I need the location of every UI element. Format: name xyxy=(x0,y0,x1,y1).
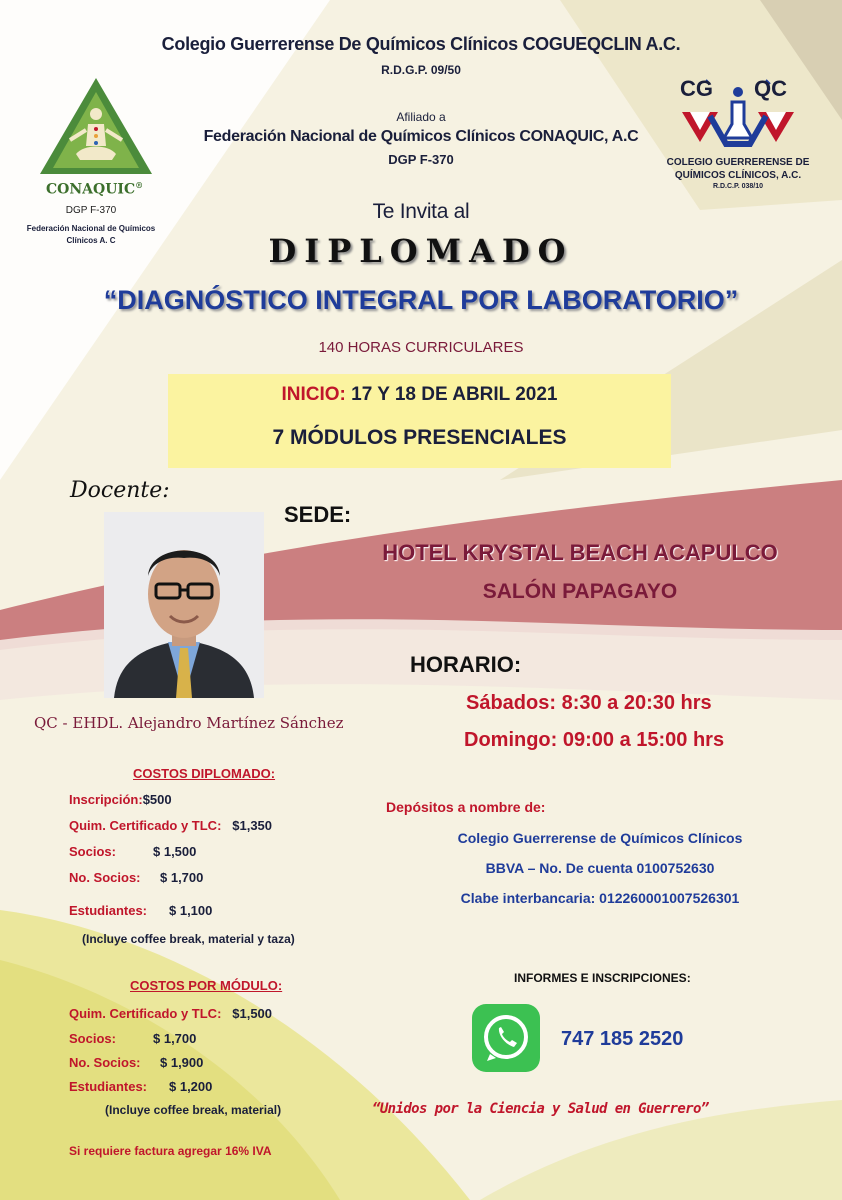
venue-heading: SEDE: xyxy=(284,502,352,527)
conaquic-logo xyxy=(36,74,156,180)
conaquic-emblem-icon xyxy=(36,74,156,180)
diploma-title: DIPLOMADO xyxy=(268,232,574,270)
affiliated-label: Afiliado a xyxy=(396,110,446,124)
slogan: “Unidos por la Ciencia y Salud en Guerrero” xyxy=(372,1101,709,1117)
deposit-clabe: Clabe interbancaria: 012260001007526301 xyxy=(460,890,740,906)
cgqc-mark-right: QC xyxy=(754,76,787,101)
cost-module-certified: Quim. Certificado y TLC: $1,500 xyxy=(69,1006,273,1021)
deposit-name: Colegio Guerrerense de Químicos Clínicos xyxy=(457,830,743,846)
teacher-heading: Docente: xyxy=(70,478,170,503)
costs-diploma-heading: COSTOS DIPLOMADO: xyxy=(133,766,276,781)
cost-module-members: Socios: $ 1,700 xyxy=(69,1031,197,1046)
curricular-hours: 140 HORAS CURRICULARES xyxy=(318,339,524,356)
cgqc-caption-2: QUÍMICOS CLÍNICOS, A.C. xyxy=(674,170,802,181)
cost-diploma-students: Estudiantes: $ 1,100 xyxy=(69,903,213,918)
teacher-portrait-icon xyxy=(104,512,264,698)
teacher-photo xyxy=(104,512,264,698)
venue-hotel: HOTEL KRYSTAL BEACH ACAPULCO xyxy=(382,540,778,565)
costs-module-heading: COSTOS POR MÓDULO: xyxy=(130,978,283,993)
deposit-bank: BBVA – No. De cuenta 0100752630 xyxy=(485,860,715,876)
conaquic-caption-2: Clínicos A. C xyxy=(66,236,116,245)
cgqc-mark-left: CG xyxy=(680,76,713,101)
cgqc-caption-1: COLEGIO GUERRERENSE DE xyxy=(666,157,810,168)
cost-diploma-certified: Quim. Certificado y TLC: $1,350 xyxy=(69,818,273,833)
modules-count: 7 MÓDULOS PRESENCIALES xyxy=(272,426,567,449)
start-date-line xyxy=(168,384,671,406)
cost-module-students: Estudiantes: $ 1,200 xyxy=(69,1079,213,1094)
costs-diploma-note: (Incluye coffee break, material y taza) xyxy=(82,932,295,946)
whatsapp-icon[interactable] xyxy=(472,1004,540,1072)
federation-dgp: DGP F-370 xyxy=(388,152,454,167)
course-title: “DIAGNÓSTICO INTEGRAL POR LABORATORIO” xyxy=(103,285,739,315)
cost-module-non-members: No. Socios: $ 1,900 xyxy=(69,1055,204,1070)
venue-room: SALÓN PAPAGAYO xyxy=(482,580,678,603)
cgqc-logo xyxy=(676,72,800,152)
costs-module-note: (Incluye coffee break, material) xyxy=(105,1103,282,1117)
cost-diploma-inscription: Inscripción:$500 xyxy=(69,792,172,807)
schedule-sunday: Domingo: 09:00 a 15:00 hrs xyxy=(464,729,725,751)
schedule-saturday: Sábados: 8:30 a 20:30 hrs xyxy=(466,692,712,714)
schedule-heading: HORARIO: xyxy=(410,652,522,677)
org-name: Colegio Guerrerense De Químicos Clínicos COGUEQCLIN A.C. xyxy=(161,34,681,54)
start-label: INICIO: xyxy=(281,384,346,405)
conaquic-brand: CONAQUIC® xyxy=(46,180,144,198)
org-rdgp: R.D.G.P. 09/50 xyxy=(381,63,461,77)
cost-diploma-members: Socios: $ 1,500 xyxy=(69,844,197,859)
start-date: 17 Y 18 DE ABRIL 2021 xyxy=(351,384,558,405)
federation-name: Federación Nacional de Químicos Clínicos CONAQUIC, A.C xyxy=(203,128,639,145)
invite-line: Te Invita al xyxy=(372,200,470,223)
deposit-heading: Depósitos a nombre de: xyxy=(386,799,546,815)
cost-diploma-non-members: No. Socios: $ 1,700 xyxy=(69,870,204,885)
teacher-name: QC - EHDL. Alejandro Martínez Sánchez xyxy=(34,714,344,732)
cgqc-caption-3: R.D.C.P. 038/10 xyxy=(712,183,764,190)
conaquic-caption-1: Federación Nacional de Químicos xyxy=(26,224,156,233)
contact-phone[interactable]: 747 185 2520 xyxy=(561,1028,684,1050)
contact-heading: INFORMES E INSCRIPCIONES: xyxy=(514,971,691,985)
invoice-note: Si requiere factura agregar 16% IVA xyxy=(69,1144,272,1158)
conaquic-dgp: DGP F-370 xyxy=(65,205,117,216)
start-box xyxy=(168,374,671,468)
